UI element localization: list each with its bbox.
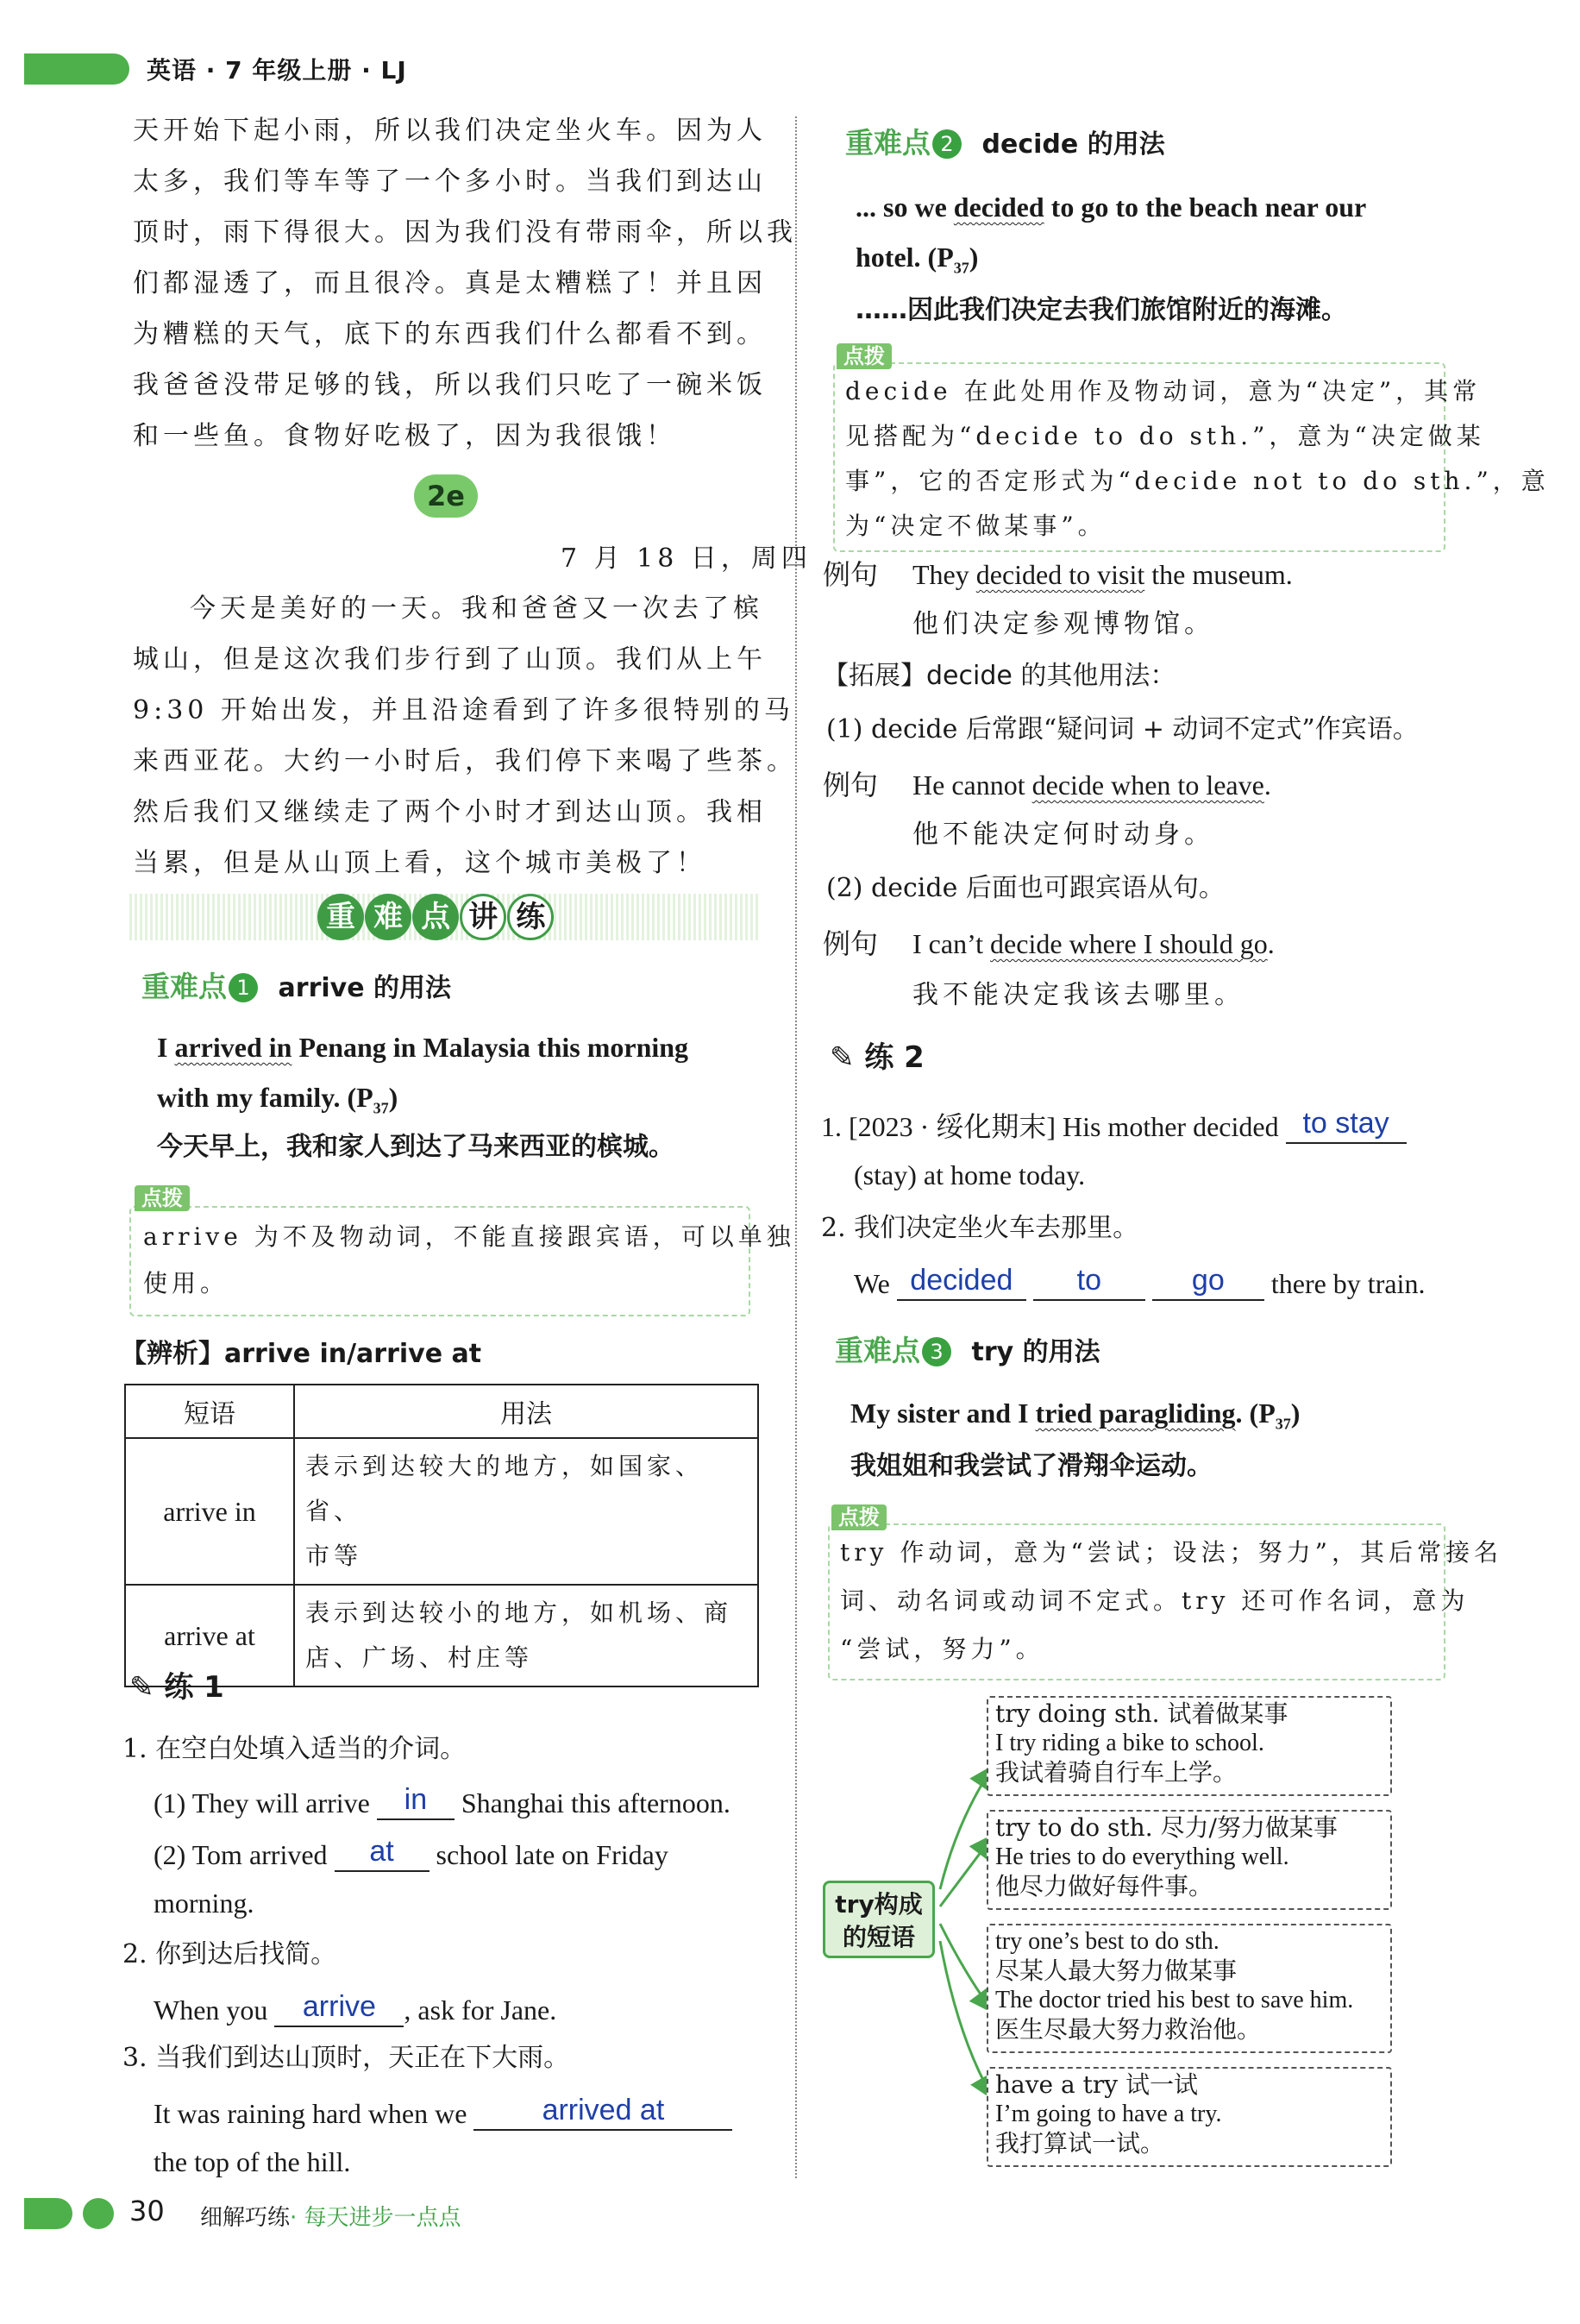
example-label: 例句 xyxy=(823,769,879,801)
title-char: 讲 xyxy=(460,894,506,940)
paragraph-line: 城山，但是这次我们步行到了山顶。我们从上午 xyxy=(133,644,767,675)
table-row: arrive at 表示到达较小的地方，如机场、商 店、广场、村庄等 xyxy=(125,1585,758,1686)
paragraph-line: 太多，我们等车等了一个多小时。当我们到达山 xyxy=(133,166,767,197)
answer-blank[interactable]: at xyxy=(369,1835,394,1868)
book-title: 英语 · 7 年级上册 · LJ xyxy=(147,56,407,85)
kp3-tip-label: 点拨 xyxy=(831,1504,887,1530)
paragraph-line: 9:30 开始出发，并且沿途看到了许多很特别的马 xyxy=(133,695,794,725)
paragraph-line: 和一些鱼。食物好吃极了，因为我很饿！ xyxy=(133,421,676,451)
kp3-tip-box: try 作动词，意为“尝试；设法；努力”，其后常接名 词、动名词或动词不定式。try 还可作名词，意为 “尝试，努力”。 xyxy=(828,1523,1445,1680)
section-2e-badge: 2e xyxy=(414,474,478,518)
kp1-tip-box: arrive 为不及物动词，不能直接跟宾语，可以单独 使用。 xyxy=(129,1206,750,1316)
practice2-q2-line: We decided to go there by train. xyxy=(854,1264,1426,1299)
practice1-q3: 3. 当我们到达山顶时，天正在下大雨。 xyxy=(122,2043,570,2073)
practice1-q1b: (2) Tom arrived at school late on Friday xyxy=(154,1835,668,1870)
answer-blank[interactable]: to stay xyxy=(1302,1107,1389,1140)
kp2-expand1: (1) decide 后常跟“疑问词 + 动词不定式”作宾语。 xyxy=(826,714,1419,744)
answer-blank[interactable]: decided xyxy=(910,1264,1013,1297)
kp2-expand2: (2) decide 后面也可跟宾语从句。 xyxy=(826,873,1225,903)
phrase-box: have a try 试一试 I’m going to have a try. 我打算试一试。 xyxy=(987,2067,1392,2167)
kp2-example-line2: hotel. $(P_{37})$ xyxy=(856,242,979,277)
answer-blank[interactable]: arrive xyxy=(302,1990,376,2023)
example-label: 例句 xyxy=(823,927,879,960)
practice1-q3-line: It was raining hard when we arrived at xyxy=(154,2093,732,2131)
kp1-analysis-title: 【辨析】arrive in/arrive at xyxy=(121,1339,482,1369)
paragraph-line: 顶时，雨下得很大。因为我们没有带雨伞，所以我 xyxy=(133,217,797,248)
footer-dot xyxy=(83,2198,114,2229)
section-title xyxy=(317,894,550,940)
table-row: arrive in 表示到达较大的地方，如国家、省、 市等 xyxy=(125,1438,758,1585)
paragraph-line: 我爸爸没带足够的钱，所以我们只吃了一碗米饭 xyxy=(133,370,767,400)
paragraph-line: 们都湿透了，而且很冷。真是太糟糕了！并且因 xyxy=(133,268,767,298)
paragraph-line: 今天是美好的一天。我和爸爸又一次去了槟 xyxy=(190,594,763,624)
practice2-q2: 2. 我们决定坐火车去那里。 xyxy=(821,1213,1139,1243)
paragraph-line: 天开始下起小雨，所以我们决定坐火车。因为人 xyxy=(133,116,767,146)
practice1-q1b-cont: morning. xyxy=(154,1887,254,1919)
answer-blank[interactable]: in xyxy=(404,1783,428,1816)
kp2-example2: He cannot decide when to leave. xyxy=(912,769,1271,801)
table-header: 短语 xyxy=(125,1385,294,1438)
example-label: 例句 xyxy=(823,558,879,591)
table-header: 用法 xyxy=(294,1385,758,1438)
kp2-tip-label: 点拨 xyxy=(837,343,892,369)
kp1-tip-label: 点拨 xyxy=(135,1185,190,1211)
answer-blank[interactable]: arrived at xyxy=(542,2094,665,2126)
kp-number: 1 xyxy=(229,973,258,1002)
practice1-title: ✎ 练 1 xyxy=(129,1670,224,1705)
phrase-box: try one’s best to do sth. 尽某人最大努力做某事 The doctor tried his best to save him. 医生尽最大努力救治他。 xyxy=(987,1924,1392,2053)
title-char: 重 xyxy=(317,894,364,940)
answer-blank[interactable]: to xyxy=(1076,1264,1102,1297)
paragraph-line: 然后我们又继续走了两个小时才到达山顶。我相 xyxy=(133,797,767,827)
footer-series: 细解巧练· 每天进步一点点 xyxy=(200,2205,461,2231)
kp3-heading: 重难点 3 try 的用法 xyxy=(835,1334,1100,1367)
pencil-icon: ✎ xyxy=(830,1040,855,1075)
kp2-translation: ……因此我们决定去我们旅馆附近的海滩。 xyxy=(856,295,1347,325)
kp2-tip-box: decide 在此处用作及物动词，意为“决定”，其常 见搭配为“decide to do sth.”，意为“决定做某 事”，它的否定形式为“decide not to do sth.”，意 为“决定不做某事”。 xyxy=(833,362,1445,552)
column-divider xyxy=(795,116,797,2178)
kp2-heading: 重难点 2 decide 的用法 xyxy=(845,126,1165,160)
kp2-example1: They decided to visit the museum. xyxy=(912,559,1293,590)
diary-date: 7 月 18 日，周四 xyxy=(561,543,812,574)
paragraph-line: 为糟糕的天气，底下的东西我们什么都看不到。 xyxy=(133,319,767,349)
kp1-example-line1: I arrived in Penang in Malaysia this morning xyxy=(157,1032,689,1063)
kp2-example-line1: ... so we decided to go to the beach near our xyxy=(856,192,1367,223)
header-bar xyxy=(24,53,129,85)
answer-blank[interactable]: go xyxy=(1191,1264,1225,1297)
arrow xyxy=(940,1924,992,2010)
kp3-example: My sister and I tried paragliding. $(P_{37})$ xyxy=(850,1398,1301,1433)
kp2-example1-zh: 他们决定参观博物馆。 xyxy=(912,609,1214,639)
try-phrase-root: try构成 的短语 xyxy=(823,1881,935,1958)
page-number: 30 xyxy=(129,2195,165,2227)
practice1-q3-cont: the top of the hill. xyxy=(154,2146,351,2177)
comparison-table xyxy=(124,1384,759,1687)
title-char: 点 xyxy=(412,894,459,940)
pencil-icon: ✎ xyxy=(129,1670,154,1705)
title-char: 练 xyxy=(507,894,554,940)
kp3-translation: 我姐姐和我尝试了滑翔伞运动。 xyxy=(850,1451,1213,1481)
practice2-title: ✎ 练 2 xyxy=(830,1040,925,1075)
kp-number: 3 xyxy=(922,1337,951,1366)
practice2-q1: 1. [2023 · 绥化期末] His mother decided to stay xyxy=(821,1106,1407,1144)
title-char: 难 xyxy=(365,894,411,940)
kp2-example3-zh: 我不能决定我该去哪里。 xyxy=(912,980,1245,1010)
practice1-q1: 1. 在空白处填入适当的介词。 xyxy=(122,1734,467,1764)
kp1-translation: 今天早上，我和家人到达了马来西亚的槟城。 xyxy=(157,1132,674,1162)
practice2-q1-cont: (stay) at home today. xyxy=(854,1159,1086,1190)
kp1-example-line2: with my family. $(P_{37})$ xyxy=(157,1082,398,1117)
phrase-box: try doing sth. 试着做某事 I try riding a bike to school. 我试着骑自行车上学。 xyxy=(987,1696,1392,1796)
arrow xyxy=(940,1837,992,1906)
kp2-expand: 【拓展】decide 的其他用法： xyxy=(823,661,1176,691)
footer-bar xyxy=(24,2198,72,2229)
kp1-heading: 重难点 1 arrive 的用法 xyxy=(141,970,452,1003)
kp2-example3: I can’t decide where I should go. xyxy=(912,928,1275,959)
practice1-q1a: (1) They will arrive in Shanghai this afternoon. xyxy=(154,1783,730,1818)
arrow xyxy=(940,1941,992,2096)
kp2-example2-zh: 他不能决定何时动身。 xyxy=(912,820,1214,850)
practice1-q2: 2. 你到达后找简。 xyxy=(122,1939,337,1969)
phrase-box: try to do sth. 尽力/努力做某事 He tries to do everything well. 他尽力做好每件事。 xyxy=(987,1810,1392,1910)
paragraph-line: 来西亚花。大约一小时后，我们停下来喝了些茶。 xyxy=(133,746,797,776)
practice1-q2-line: When you arrive , ask for Jane. xyxy=(154,1990,557,2026)
kp-number: 2 xyxy=(932,129,962,159)
paragraph-line: 当累，但是从山顶上看，这个城市美极了！ xyxy=(133,848,706,878)
